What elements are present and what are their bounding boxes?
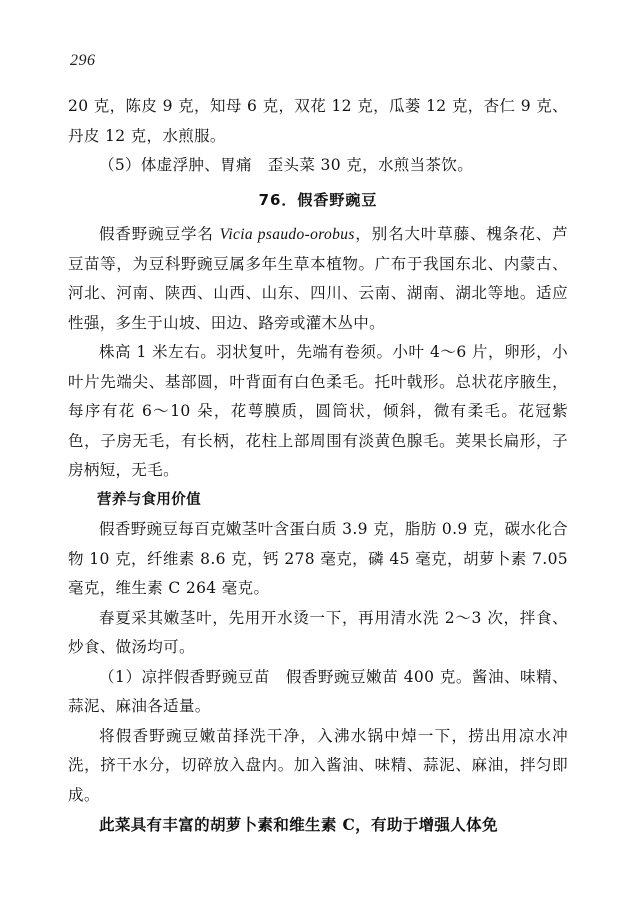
latin-name: Vicia psaudo-orobus [219, 226, 355, 243]
paragraph-intro [68, 220, 568, 338]
page-number: 296 [70, 52, 96, 69]
paragraph-usage: 春夏采其嫩茎叶，先用开水烫一下，再用清水洗 2～3 次，拌食、炒食、做汤均可。 [68, 608, 568, 656]
paragraph-nutrition: 假香野豌豆每百克嫩茎叶含蛋白质 3.9 克，脂肪 0.9 克，碳水化合物 10 克，纤维素 8.6 克，钙 278 毫克，磷 45 毫克，胡萝卜素 7.05 毫克，维生素 C 264 毫克。 [68, 520, 568, 597]
paragraph-recipe-1-benefit: 此菜具有丰富的胡萝卜素和维生素 C，有助于增强人体免 [99, 815, 498, 834]
section-title: 76．假香野豌豆 [258, 190, 378, 209]
paragraph-recipe-1: （1）凉拌假香野豌豆苗 假香野豌豆嫩苗 400 克。酱油、味精、蒜泥、麻油各适量。 [68, 667, 568, 715]
paragraph-recipe-1-steps: 将假香野豌豆嫩苗择洗干净，入沸水锅中焯一下，捞出用凉水冲洗，挤干水分，切碎放入盘内。加入酱油、味精、蒜泥、麻油，拌匀即成。 [68, 726, 568, 804]
paragraph-morphology: 株高 1 米左右。羽状复叶，先端有卷须。小叶 4～6 片，卵形，小叶片先端尖、基部圆，叶背面有白色柔毛。托叶戟形。总状花序腋生，每序有花 6～10 朵，花萼膜质，圆筒状，倾斜，微有柔毛。花冠紫色，子房无毛，有长柄，花柱上部周围有淡黄色腺毛。荚果长扁形，子房柄短，无毛。 [68, 343, 568, 479]
paragraph-remedy-5: （5）体虚浮肿、胃痛 歪头菜 30 克，水煎当茶饮。 [99, 156, 474, 174]
paragraph-carryover: 20 克，陈皮 9 克，知母 6 克，双花 12 克，瓜蒌 12 克，杏仁 9 克、丹皮 12 克，水煎服。 [68, 97, 568, 145]
nutrition-heading: 营养与食用价值 [97, 491, 201, 508]
body-text [68, 92, 568, 840]
intro-text-start: 假香野豌豆学名 [99, 225, 220, 243]
intro-text-rest: ，别名大叶草藤、槐条花、芦豆苗等，为豆科野豌豆属多年生草本植物。广布于我国东北、内蒙古、河北、河南、陕西、山西、山东、四川、云南、湖南、湖北等地。适应性强，多生于山坡、田边、路旁或灌木丛中。 [68, 225, 568, 332]
